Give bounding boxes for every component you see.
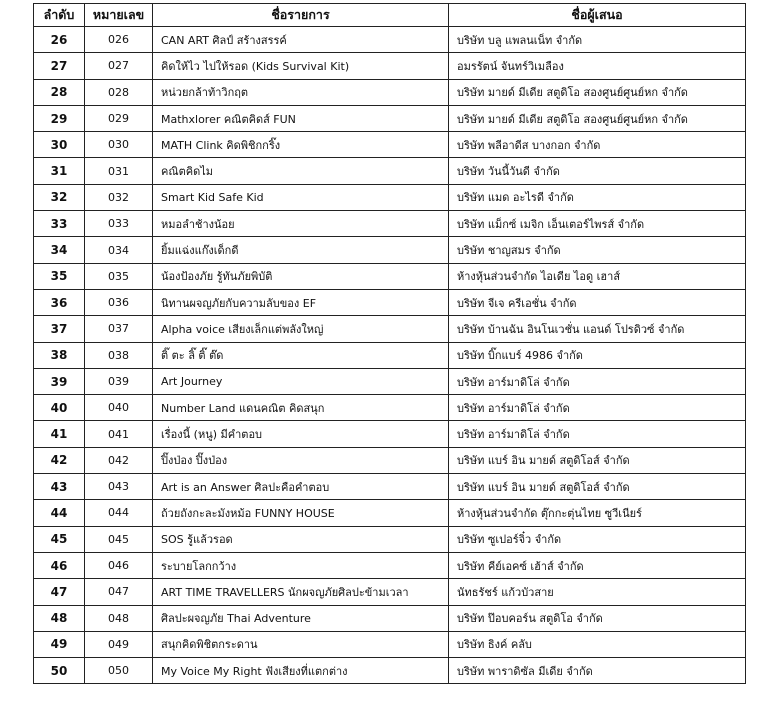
table-row (34, 211, 746, 237)
code-cell: 029 (85, 105, 153, 131)
table-row (34, 526, 746, 552)
proposer-cell: บริษัท แม็กซ์ เมจิก เอ็นเตอร์ไพรส์ จำกัด (449, 211, 746, 237)
title-cell: Mathxlorer คณิตคิดส์ FUN (153, 105, 449, 131)
title-cell: ระบายโลกกว้าง (153, 552, 449, 578)
code-cell: 042 (85, 447, 153, 473)
seq-cell: 40 (34, 395, 85, 421)
seq-cell: 27 (34, 53, 85, 79)
title-cell: MATH Clink คิดพิชิกกริ๊ง (153, 132, 449, 158)
table-row (34, 184, 746, 210)
title-cell: ปิ๊งป่อง ปิ๊งป่อง (153, 447, 449, 473)
code-cell: 031 (85, 158, 153, 184)
title-cell: หมอลำช้างน้อย (153, 211, 449, 237)
proposer-cell: บริษัท พาราดิซัล มีเดีย จำกัด (449, 658, 746, 684)
table-row (34, 579, 746, 605)
table-row (34, 605, 746, 631)
table-row (34, 237, 746, 263)
table-row (34, 53, 746, 79)
proposer-cell: นัทธรัชร์ แก้วบัวสาย (449, 579, 746, 605)
proposer-cell: บริษัท วันนี้วันดี จำกัด (449, 158, 746, 184)
header-proposer: ชื่อผู้เสนอ (449, 4, 746, 27)
proposer-cell: บริษัท บลู แพลนเน็ท จำกัด (449, 27, 746, 53)
title-cell: หน่วยกล้าท้าวิกฤต (153, 79, 449, 105)
code-cell: 038 (85, 342, 153, 368)
header-code: หมายเลข (85, 4, 153, 27)
proposer-cell: บริษัท อาร์มาดิโล่ จำกัด (449, 395, 746, 421)
code-cell: 035 (85, 263, 153, 289)
title-cell: ART TIME TRAVELLERS นักผจญภัยศิลปะข้ามเวลา (153, 579, 449, 605)
seq-cell: 28 (34, 79, 85, 105)
proposer-cell: บริษัท มายด์ มีเดีย สตูดิโอ สองศูนย์ศูนย์หก จำกัด (449, 105, 746, 131)
code-cell: 040 (85, 395, 153, 421)
code-cell: 026 (85, 27, 153, 53)
title-cell: Alpha voice เสียงเล็กแต่พลังใหญ่ (153, 316, 449, 342)
title-cell: Art Journey (153, 368, 449, 394)
seq-cell: 39 (34, 368, 85, 394)
seq-cell: 46 (34, 552, 85, 578)
proposer-cell: บริษัท อาร์มาดิโล่ จำกัด (449, 421, 746, 447)
table-row (34, 158, 746, 184)
proposals-table (33, 3, 746, 684)
seq-cell: 36 (34, 289, 85, 315)
seq-cell: 38 (34, 342, 85, 368)
title-cell: SOS รู้แล้วรอด (153, 526, 449, 552)
proposer-cell: บริษัท บ้านฉัน อินโนเวชั่น แอนด์ โปรดิวซ์ จำกัด (449, 316, 746, 342)
seq-cell: 37 (34, 316, 85, 342)
seq-cell: 48 (34, 605, 85, 631)
title-cell: CAN ART ศิลป์ สร้างสรรค์ (153, 27, 449, 53)
proposer-cell: บริษัท มายด์ มีเดีย สตูดิโอ สองศูนย์ศูนย์หก จำกัด (449, 79, 746, 105)
table-row (34, 316, 746, 342)
code-cell: 030 (85, 132, 153, 158)
title-cell: ถ้วยถังกะละมังหม้อ FUNNY HOUSE (153, 500, 449, 526)
seq-cell: 26 (34, 27, 85, 53)
title-cell: คิดให้ไว ไปให้รอด (Kids Survival Kit) (153, 53, 449, 79)
seq-cell: 45 (34, 526, 85, 552)
title-cell: Number Land แดนคณิต คิดสนุก (153, 395, 449, 421)
code-cell: 049 (85, 631, 153, 657)
seq-cell: 42 (34, 447, 85, 473)
proposer-cell: บริษัท พลีอาดีส บางกอก จำกัด (449, 132, 746, 158)
code-cell: 043 (85, 474, 153, 500)
table-row (34, 289, 746, 315)
table-row (34, 631, 746, 657)
code-cell: 037 (85, 316, 153, 342)
code-cell: 048 (85, 605, 153, 631)
proposer-cell: บริษัท จีเจ ครีเอชั่น จำกัด (449, 289, 746, 315)
seq-cell: 43 (34, 474, 85, 500)
title-cell: น้องป้องภัย รู้ทันภัยพิบัติ (153, 263, 449, 289)
proposer-cell: บริษัท แบร์ อิน มายด์ สตูดิโอส์ จำกัด (449, 474, 746, 500)
table-row (34, 658, 746, 684)
code-cell: 044 (85, 500, 153, 526)
code-cell: 045 (85, 526, 153, 552)
code-cell: 041 (85, 421, 153, 447)
seq-cell: 47 (34, 579, 85, 605)
seq-cell: 50 (34, 658, 85, 684)
title-cell: เรื่องนี้ (หนู) มีคำตอบ (153, 421, 449, 447)
code-cell: 050 (85, 658, 153, 684)
table-row (34, 132, 746, 158)
proposer-cell: บริษัท แบร์ อิน มายด์ สตูดิโอส์ จำกัด (449, 447, 746, 473)
title-cell: Smart Kid Safe Kid (153, 184, 449, 210)
proposer-cell: บริษัท ธิงค์ คลับ (449, 631, 746, 657)
code-cell: 039 (85, 368, 153, 394)
code-cell: 032 (85, 184, 153, 210)
code-cell: 047 (85, 579, 153, 605)
proposer-cell: ห้างหุ้นส่วนจำกัด ไอเดีย ไอดู เฮาส์ (449, 263, 746, 289)
table-row (34, 342, 746, 368)
title-cell: ติ๊ ตะ ลิ๊ ติ๊ ต๊ด (153, 342, 449, 368)
table-row (34, 474, 746, 500)
table-row (34, 447, 746, 473)
seq-cell: 29 (34, 105, 85, 131)
seq-cell: 41 (34, 421, 85, 447)
header-seq: ลำดับ (34, 4, 85, 27)
proposer-cell: บริษัท ชาญสมร จำกัด (449, 237, 746, 263)
code-cell: 034 (85, 237, 153, 263)
table-row (34, 79, 746, 105)
code-cell: 027 (85, 53, 153, 79)
seq-cell: 33 (34, 211, 85, 237)
seq-cell: 49 (34, 631, 85, 657)
seq-cell: 44 (34, 500, 85, 526)
seq-cell: 32 (34, 184, 85, 210)
table-row (34, 552, 746, 578)
title-cell: นิทานผจญภัยกับความลับของ EF (153, 289, 449, 315)
code-cell: 036 (85, 289, 153, 315)
table-row (34, 395, 746, 421)
seq-cell: 30 (34, 132, 85, 158)
proposer-cell: บริษัท คีย์เอคซ์ เฮ้าส์ จำกัด (449, 552, 746, 578)
header-title: ชื่อรายการ (153, 4, 449, 27)
proposer-cell: บริษัท บิ๊กแบร์ 4986 จำกัด (449, 342, 746, 368)
table-row (34, 105, 746, 131)
header-row (34, 4, 746, 27)
table-row (34, 368, 746, 394)
table-row (34, 27, 746, 53)
title-cell: คณิตคิดไม (153, 158, 449, 184)
code-cell: 046 (85, 552, 153, 578)
code-cell: 028 (85, 79, 153, 105)
title-cell: Art is an Answer ศิลปะคือคำตอบ (153, 474, 449, 500)
table-row (34, 421, 746, 447)
proposer-cell: อมรรัตน์ จันทร์วิเมลือง (449, 53, 746, 79)
table-row (34, 500, 746, 526)
title-cell: ยิ้มแฉ่งแก๊งเด็กดี (153, 237, 449, 263)
title-cell: ศิลปะผจญภัย Thai Adventure (153, 605, 449, 631)
title-cell: สนุกคิดพิชิตกระดาน (153, 631, 449, 657)
proposer-cell: บริษัท ป๊อบคอร์น สตูดิโอ จำกัด (449, 605, 746, 631)
proposer-cell: บริษัท ซูเปอร์จิ๋ว จำกัด (449, 526, 746, 552)
seq-cell: 31 (34, 158, 85, 184)
title-cell: My Voice My Right ฟังเสียงที่แตกต่าง (153, 658, 449, 684)
proposer-cell: ห้างหุ้นส่วนจำกัด ตุ๊กกะตุ่นไทย ซูวีเนียร์ (449, 500, 746, 526)
proposer-cell: บริษัท แมด อะไรดี จำกัด (449, 184, 746, 210)
table-body (34, 27, 746, 684)
seq-cell: 34 (34, 237, 85, 263)
code-cell: 033 (85, 211, 153, 237)
seq-cell: 35 (34, 263, 85, 289)
proposer-cell: บริษัท อาร์มาดิโล่ จำกัด (449, 368, 746, 394)
table-row (34, 263, 746, 289)
